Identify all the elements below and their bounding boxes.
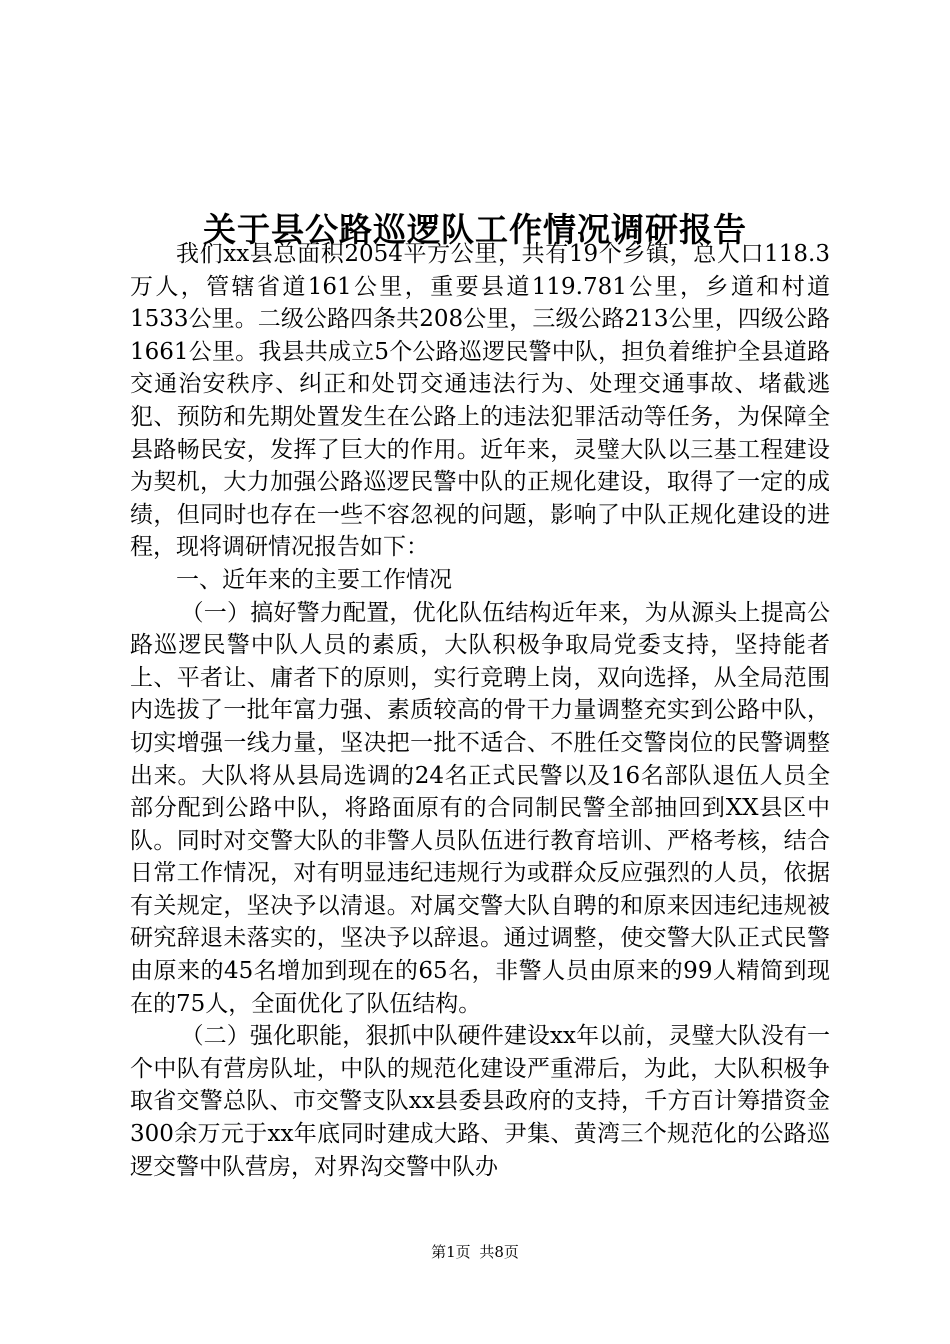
section-heading-1: 一、近年来的主要工作情况 bbox=[176, 566, 452, 593]
page-number: 第1页 bbox=[431, 1243, 471, 1261]
paragraph-section-1-1: （一）搞好警力配置，优化队伍结构近年来，为从源头上提高公路巡逻民警中队人员的素质，大队积极争取局党委支持，坚持能者上、平者让、庸者下的原则，实行竞聘上岗，双向选择，从全局范围内选拔了一批年富力强、素质较高的骨干力量调整充实到公路中队，切实增强一线力量，坚决把一批不适合、不胜任交警岗位的民警调整出来。大队将从县局选调的24名正式民警以及16名部队退伍人员全部分配到公路中队，将路面原有的合同制民警全部抽回到XX县区中队。同时对交警大队的非警人员队伍进行教育培训、严格考核，结合日常工作情况，对有明显违纪违规行为或群众反应强烈的人员，依据有关规定，坚决予以清退。对属交警大队自聘的和原来因违纪违规被研究辞退未落实的，坚决予以辞退。通过调整，使交警大队正式民警由原来的45名增加到现在的65名，非警人员由原来的99人精简到现在的75人，全面优化了队伍结构。 bbox=[130, 599, 830, 1017]
document-body bbox=[130, 238, 830, 1183]
paragraph-section-1-2: （二）强化职能，狠抓中队硬件建设xx年以前，灵璧大队没有一个中队有营房队址，中队的规范化建设严重滞后，为此，大队积极争取省交警总队、市交警支队xx县委县政府的支持，千方百计筹措资金300余万元于xx年底同时建成大路、尹集、黄湾三个规范化的公路巡逻交警中队营房，对界沟交警中队办 bbox=[130, 1023, 830, 1180]
page-total: 共8页 bbox=[479, 1243, 519, 1261]
document-title: 关于县公路巡逻队工作情况调研报告 bbox=[203, 210, 747, 250]
page-footer bbox=[0, 1242, 950, 1262]
paragraph-intro: 我们xx县总面积2054平方公里，共有19个乡镇，总人口118.3万人，管辖省道161公里，重要县道119.781公里，乡道和村道1533公里。二级公路四条共208公里，三级公路213公里，四级公路1661公里。我县共成立5个公路巡逻民警中队，担负着维护全县道路交通治安秩序、纠正和处罚交通违法行为、处理交通事故、堵截逃犯、预防和先期处置发生在公路上的违法犯罪活动等任务，为保障全县路畅民安，发挥了巨大的作用。近年来，灵璧大队以三基工程建设为契机，大力加强公路巡逻民警中队的正规化建设，取得了一定的成绩，但同时也存在一些不容忽视的问题，影响了中队正规化建设的进程，现将调研情况报告如下： bbox=[130, 241, 830, 561]
